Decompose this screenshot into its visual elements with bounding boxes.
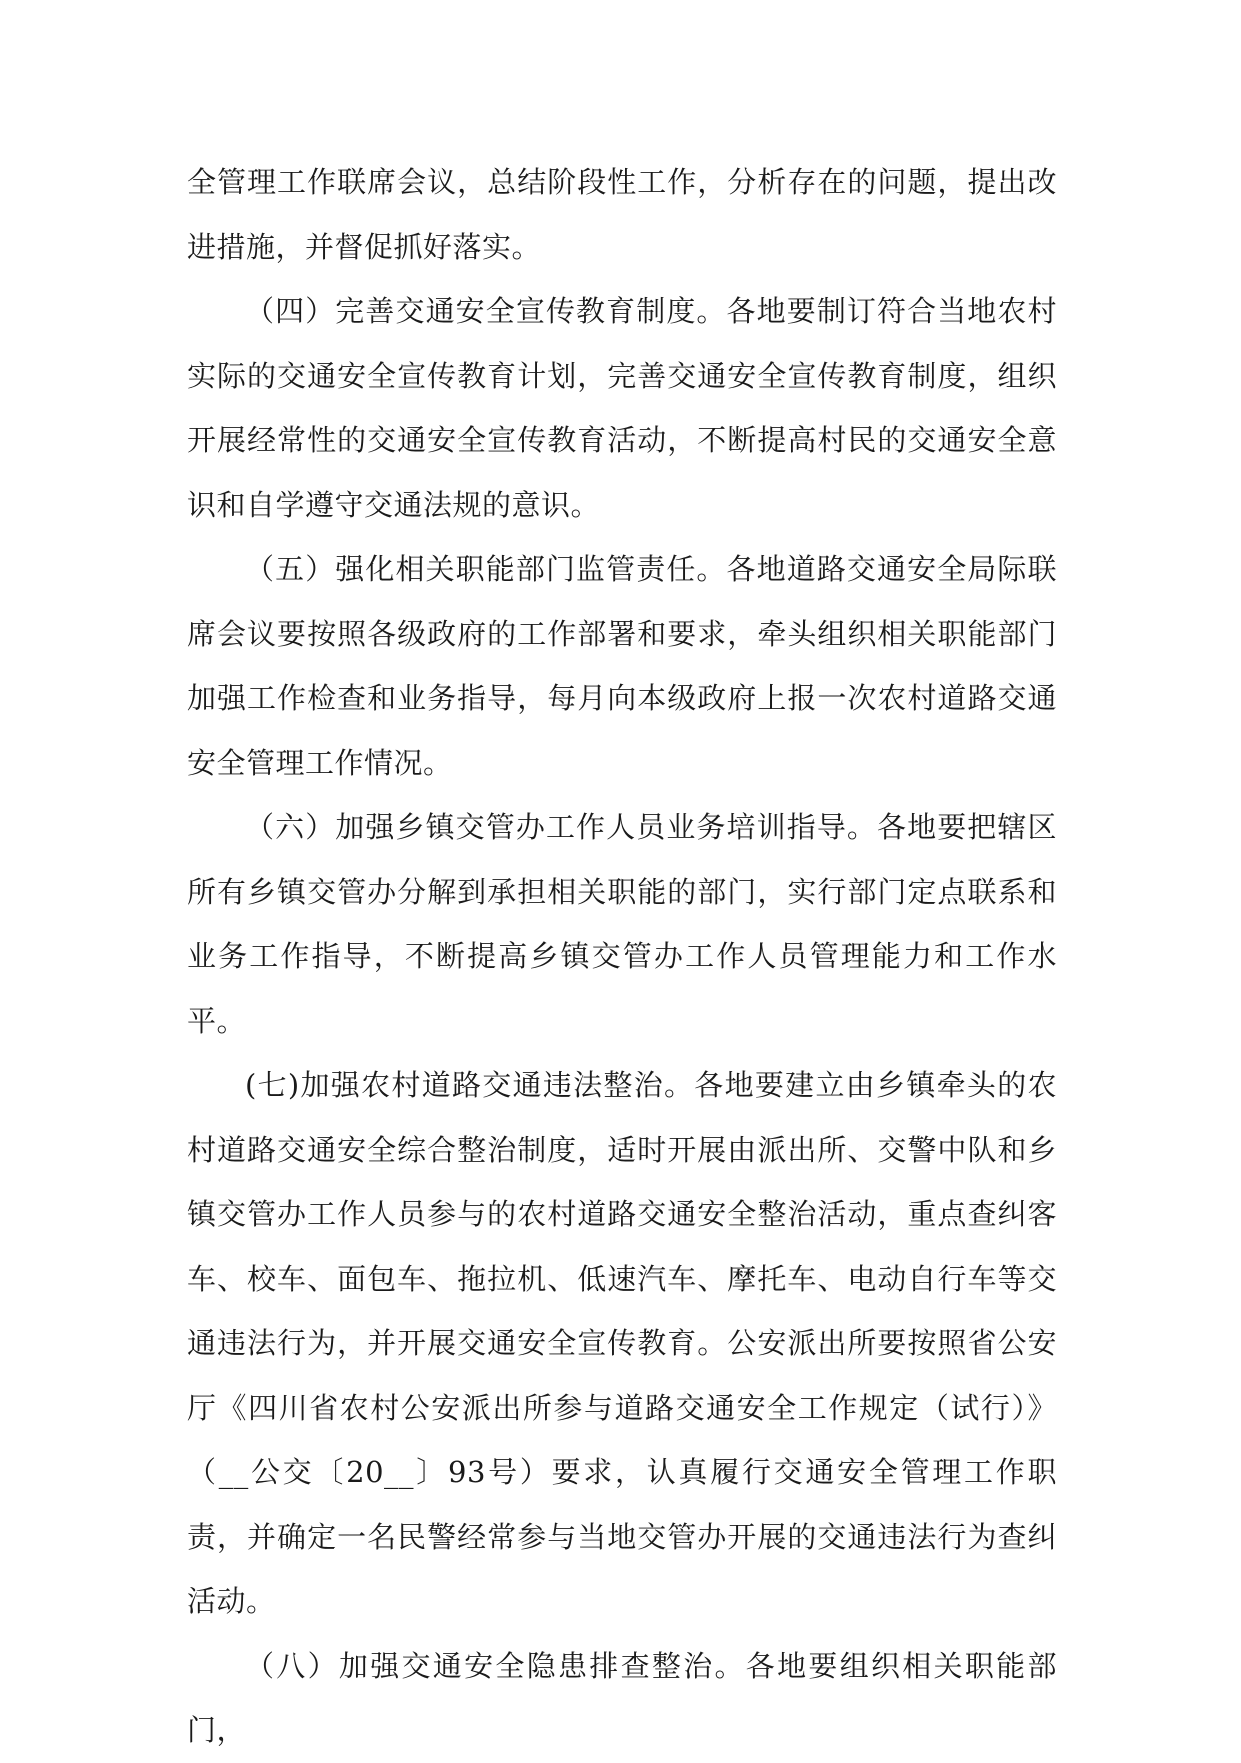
paragraph-continuation: 全管理工作联席会议，总结阶段性工作，分析存在的问题，提出改进措施，并督促抓好落实。 [187, 165, 1057, 264]
paragraph-section-8: （八）加强交通安全隐患排查整治。各地要组织相关职能部门， [187, 1648, 1057, 1747]
document-body [187, 150, 1057, 1763]
paragraph-section-6: （六）加强乡镇交管办工作人员业务培训指导。各地要把辖区所有乡镇交管办分解到承担相关职能的部门，实行部门定点联系和业务工作指导，不断提高乡镇交管办工作人员管理能力和工作水平。 [187, 810, 1057, 1038]
paragraph-section-7: (七)加强农村道路交通违法整治。各地要建立由乡镇牵头的农村道路交通安全综合整治制度，适时开展由派出所、交警中队和乡镇交管办工作人员参与的农村道路交通安全整治活动，重点查纠客车、校车、面包车、拖拉机、低速汽车、摩托车、电动自行车等交通违法行为，并开展交通安全宣传教育。公安派出所要按照省公安厅《四川省农村公安派出所参与道路交通安全工作规定（试行）》（__公交〔20__〕93号）要求，认真履行交通安全管理工作职责，并确定一名民警经常参与当地交管办开展的交通违法行为查纠活动。 [187, 1068, 1057, 1618]
paragraph-section-4: （四）完善交通安全宣传教育制度。各地要制订符合当地农村实际的交通安全宣传教育计划，完善交通安全宣传教育制度，组织开展经常性的交通安全宣传教育活动，不断提高村民的交通安全意识和自学遵守交通法规的意识。 [187, 294, 1057, 522]
paragraph-section-5: （五）强化相关职能部门监管责任。各地道路交通安全局际联席会议要按照各级政府的工作部署和要求，牵头组织相关职能部门加强工作检查和业务指导，每月向本级政府上报一次农村道路交通安全管理工作情况。 [187, 552, 1057, 780]
